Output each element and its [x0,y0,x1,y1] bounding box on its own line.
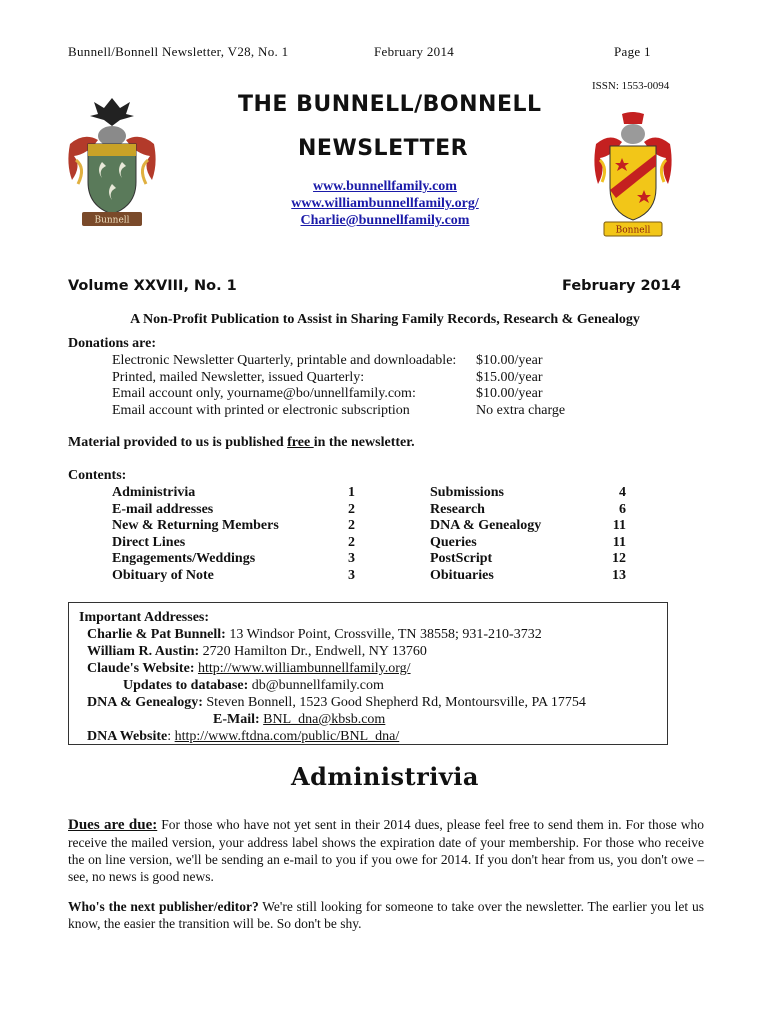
material-text-before: Material provided to us is published [68,435,288,450]
toc-page: 1 [348,485,355,500]
link-williambunnellfamily[interactable]: www.williambunnellfamily.org/ [291,196,479,211]
next-editor-label: Who's the next publisher/editor? [68,899,259,914]
toc-item: PostScript [430,551,493,566]
donation-item-price: $10.00/year [476,353,543,368]
material-text-after: in the newsletter. [313,435,415,450]
address-claude-website [79,660,657,677]
toc-item: Obituaries [430,567,494,583]
address-updates [79,677,657,694]
link-bunnellfamily[interactable]: www.bunnellfamily.com [313,179,457,194]
header-page: Page 1 [614,44,651,59]
crest-left-label: Bunnell [94,215,130,226]
address-email [79,711,657,728]
dues-label: Dues are due: [68,817,158,833]
important-addresses-box [68,602,668,745]
volume-date: February 2014 [562,278,681,294]
address-label: DNA Website [87,729,168,744]
claude-website-link[interactable]: http://www.williambunnellfamily.org/ [197,661,411,676]
toc-page: 11 [612,518,626,533]
volume-label: Volume XXVIII, No. 1 [68,278,237,294]
contents-left-pages [348,485,355,584]
toc-item: New & Returning Members [112,518,279,533]
toc-item: Direct Lines [112,534,186,550]
toc-page: 3 [348,551,355,566]
link-email-charlie[interactable]: Charlie@bunnellfamily.com [300,213,470,228]
tagline: A Non-Profit Publication to Assist in Sharing Family Records, Research & Genealogy [130,312,640,327]
donation-item-label: Email account with printed or electronic subscription [112,402,410,418]
section-title-administrivia: Administrivia [291,762,479,791]
donations-prices [476,353,565,419]
header-left: Bunnell/Bonnell Newsletter, V28, No. 1 [68,44,289,59]
masthead-links [0,178,770,229]
address-dna-website: DNA Website: http://www.ftdna.com/public/BNL_dna/ [87,729,400,744]
address-label: E-Mail: [213,712,260,727]
toc-item: Obituary of Note [112,567,214,583]
toc-page: 2 [348,534,355,550]
issn: ISSN: 1553-0094 [592,80,670,92]
toc-item: Submissions [430,485,504,500]
donations-heading: Donations are: [68,336,157,351]
masthead-title-line1: THE BUNNELL/BONNELL [238,92,542,117]
donation-item-label: Email account only, yourname@bo/unnellfamily.com: [112,386,416,401]
crest-right-label: Bonnell [615,225,651,236]
toc-item: E-mail addresses [112,501,214,517]
donation-item-label: Electronic Newsletter Quarterly, printable and downloadable: [112,353,457,368]
address-label: Updates to database: [123,678,249,693]
material-free: free [287,435,314,450]
toc-item: Engagements/Weddings [112,551,256,566]
addresses-heading: Important Addresses: [79,610,210,625]
address-label: William R. Austin: [87,644,200,659]
toc-page: 11 [612,534,626,550]
toc-item: Administrivia [112,485,196,500]
toc-page: 12 [612,551,626,566]
dues-paragraph [68,816,704,885]
address-value: db@bunnellfamily.com [251,678,384,693]
toc-page: 3 [348,567,355,583]
toc-page: 6 [619,501,626,517]
donation-item-label: Printed, mailed Newsletter, issued Quarterly: [112,369,365,385]
contents-heading: Contents: [68,468,127,483]
next-editor-text: We're still looking for someone to take over the newsletter. The earlier you let us know, the easier the transition will be. So don't be shy. [68,899,704,931]
address-value: Steven Bonnell, 1523 Good Shepherd Rd, Montoursville, PA 17754 [206,695,586,710]
material-note [68,435,415,451]
address-charlie [79,626,657,643]
contents-right-pages [596,485,626,584]
toc-item: Research [430,501,485,517]
dues-text: For those who have not yet sent in their 2014 dues, please feel free to send them in. For those who receive the mailed version, your address label shows the expiration date of your membership. For those who receive the on line version, we'll be sending an e-mail to you if you owe for 2014. If you don't hear from us, you don't owe – see, no news is good news. [68,817,704,884]
donations-labels [112,353,456,419]
donation-item-price: No extra charge [476,402,566,418]
donation-item-price: $15.00/year [476,369,543,385]
masthead-title-line2: NEWSLETTER [298,136,469,161]
toc-page: 4 [619,485,626,500]
toc-page: 2 [348,501,355,517]
toc-item: Queries [430,534,477,550]
address-label: DNA & Genealogy: [87,695,203,710]
address-label: Claude's Website: [87,661,195,676]
dna-email-link[interactable]: BNL_dna@kbsb.com [263,712,386,727]
toc-page: 13 [612,567,626,583]
donation-item-price: $10.00/year [476,386,543,401]
next-editor-paragraph [68,898,704,932]
address-value: 2720 Hamilton Dr., Endwell, NY 13760 [202,644,427,659]
toc-item: DNA & Genealogy [430,518,542,533]
address-dna [79,694,657,711]
header-date: February 2014 [374,44,455,59]
dna-website-link[interactable]: http://www.ftdna.com/public/BNL_dna/ [174,729,400,744]
contents-right-titles [430,485,541,584]
address-label: Charlie & Pat Bunnell: [87,627,226,642]
contents-left-titles [112,485,279,584]
address-william [79,643,657,660]
toc-page: 2 [348,518,355,533]
address-value: 13 Windsor Point, Crossville, TN 38558; 931-210-3732 [229,627,542,642]
